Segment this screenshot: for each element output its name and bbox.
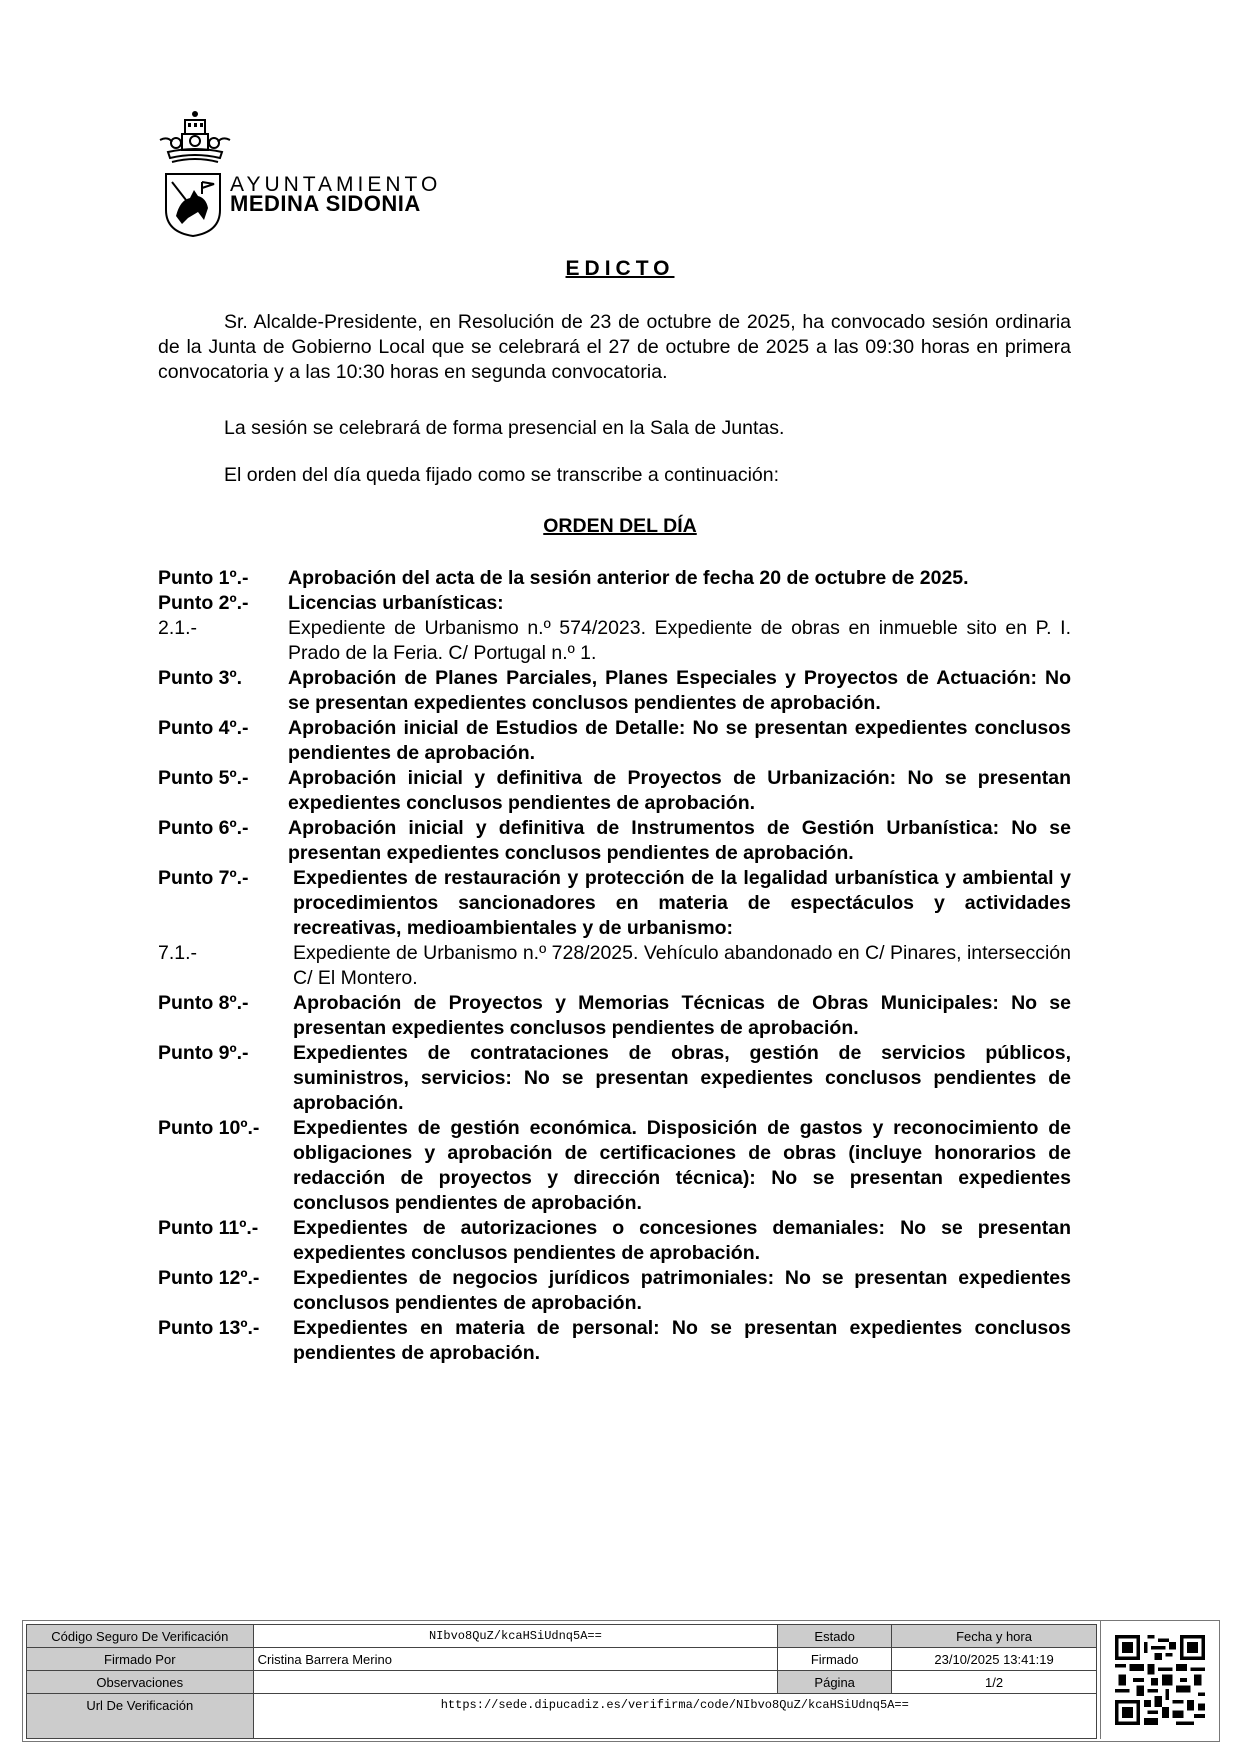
observaciones-label: Observaciones: [27, 1671, 254, 1694]
agenda-item: [158, 766, 1071, 816]
agenda-subitem: [158, 616, 1071, 666]
agenda-item-label: Punto 3º.: [158, 667, 243, 689]
agenda-item-label: Punto 10º.-: [158, 1117, 260, 1139]
agenda-item-text: Expedientes en materia de personal: No se presentan expedientes conclusos pendientes de aprobación.: [293, 1317, 1071, 1364]
agenda-item-text: Expedientes de autorizaciones o concesiones demaniales: No se presentan expedientes conclusos pendientes de aprobación.: [293, 1217, 1071, 1264]
agenda-item: [158, 816, 1071, 866]
agenda-item-text: Aprobación inicial y definitiva de Instrumentos de Gestión Urbanística: No se presentan expedientes conclusos pendientes de aprobación.: [288, 817, 1071, 864]
agenda-item-text: Aprobación de Proyectos y Memorias Técnicas de Obras Municipales: No se presentan expedientes conclusos pendientes de aprobación.: [293, 992, 1071, 1039]
intro-paragraph: Sr. Alcalde-Presidente, en Resolución de 23 de octubre de 2025, ha convocado sesión ordinaria de la Junta de Gobierno Local que se celebrará el 27 de octubre de 2025 a las 09:30 horas en primera convocatoria y a las 10:30 horas en segunda convocatoria.: [158, 311, 1071, 383]
agenda-item-text: Expediente de Urbanismo n.º 728/2025. Vehículo abandonado en C/ Pinares, intersección C/ El Montero.: [293, 942, 1071, 989]
url-label: Url De Verificación: [27, 1694, 254, 1739]
firmado-por-value: Cristina Barrera Merino: [253, 1648, 778, 1671]
agenda-item-label: Punto 6º.-: [158, 817, 249, 839]
pagina-value: 1/2: [892, 1671, 1097, 1694]
agenda-item-text: Expedientes de negocios jurídicos patrimoniales: No se presentan expedientes conclusos pendientes de aprobación.: [293, 1267, 1071, 1314]
qr-code-icon: [1115, 1635, 1205, 1725]
agenda-item: [158, 866, 1071, 941]
municipality-logo: [158, 108, 458, 238]
agenda-item-label: Punto 4º.-: [158, 717, 249, 739]
csv-label: Código Seguro De Verificación: [27, 1625, 254, 1648]
pagina-label: Página: [778, 1671, 892, 1694]
shield-icon: [164, 172, 222, 238]
agenda-item-label: Punto 12º.-: [158, 1267, 260, 1289]
document-title: EDICTO: [565, 257, 675, 280]
agenda-item-label: Punto 7º.-: [158, 867, 249, 889]
agenda-item: [158, 1266, 1071, 1316]
agenda-item-label: Punto 5º.-: [158, 767, 249, 789]
agenda-item-label: 7.1.-: [158, 942, 198, 964]
agenda-item-text: Expedientes de restauración y protección de la legalidad urbanística y ambiental y procedimientos sancionadores en materia de espectáculos y actividades recreativas, medioambientales y de urbanismo:: [293, 867, 1071, 939]
agenda-item: [158, 1041, 1071, 1116]
agenda-item-label: Punto 2º.-: [158, 592, 249, 614]
agenda-item-text: Expediente de Urbanismo n.º 574/2023. Expediente de obras en inmueble sito en P. I. Prado de la Feria. C/ Portugal n.º 1.: [288, 617, 1071, 664]
agenda-item-label: Punto 11º.-: [158, 1217, 259, 1239]
agenda-item-text: Licencias urbanísticas:: [288, 592, 504, 614]
agenda-item: [158, 716, 1071, 766]
agenda-subitem: [158, 941, 1071, 991]
fecha-label: Fecha y hora: [892, 1625, 1097, 1648]
agenda-item: [158, 566, 1071, 591]
agenda-item-label: 2.1.-: [158, 617, 198, 639]
agenda-item-text: Aprobación inicial de Estudios de Detalle: No se presentan expedientes conclusos pendientes de aprobación.: [288, 717, 1071, 764]
agenda-item-label: Punto 9º.-: [158, 1042, 249, 1064]
agenda-item: [158, 1216, 1071, 1266]
agenda-item: [158, 1116, 1071, 1216]
agenda-item-text: Expedientes de contrataciones de obras, gestión de servicios públicos, suministros, servicios: No se presentan expedientes conclusos pendientes de aprobación.: [293, 1042, 1071, 1114]
qr-code[interactable]: [1100, 1621, 1219, 1739]
agenda-item-label: Punto 13º.-: [158, 1317, 260, 1339]
session-place-paragraph: La sesión se celebrará de forma presencial en la Sala de Juntas.: [224, 417, 785, 439]
agenda-item-label: Punto 1º.-: [158, 567, 249, 589]
agenda-item-label: Punto 8º.-: [158, 992, 249, 1014]
agenda-item-text: Aprobación inicial y definitiva de Proyectos de Urbanización: No se presentan expedientes conclusos pendientes de aprobación.: [288, 767, 1071, 814]
estado-value: Firmado: [778, 1648, 892, 1671]
agenda-title: ORDEN DEL DÍA: [543, 515, 697, 537]
agenda-item: [158, 666, 1071, 716]
verification-table: [26, 1624, 1097, 1739]
agenda-item-text: Expedientes de gestión económica. Disposición de gastos y reconocimiento de obligaciones y aprobación de certificaciones de obras (incluye honorarios de redacción de proyectos y dirección técnica): No se presentan expedientes conclusos pendientes de aprobación.: [293, 1117, 1071, 1214]
csv-value: NIbvo8QuZ/kcaHSiUdnq5A==: [253, 1625, 778, 1648]
crown-icon: [158, 108, 232, 168]
org-name-line2: MEDINA SIDONIA: [230, 191, 421, 216]
firmado-por-label: Firmado Por: [27, 1648, 254, 1671]
observaciones-value: [253, 1671, 778, 1694]
agenda-item-text: Aprobación del acta de la sesión anterior de fecha 20 de octubre de 2025.: [288, 567, 969, 589]
agenda-item: [158, 1316, 1071, 1366]
agenda-item-text: Aprobación de Planes Parciales, Planes Especiales y Proyectos de Actuación: No se presentan expedientes conclusos pendientes de aprobación.: [288, 667, 1071, 714]
verification-url-link[interactable]: https://sede.dipucadiz.es/verifirma/code/NIbvo8QuZ/kcaHSiUdnq5A==: [253, 1694, 1096, 1739]
signature-verification-box: [22, 1620, 1220, 1742]
agenda-item: [158, 991, 1071, 1041]
estado-label: Estado: [778, 1625, 892, 1648]
org-name-line1: AYUNTAMIENTO: [230, 173, 442, 196]
agenda-intro-paragraph: El orden del día queda fijado como se transcribe a continuación:: [224, 464, 780, 486]
fecha-value: 23/10/2025 13:41:19: [892, 1648, 1097, 1671]
agenda-list: [158, 566, 1071, 1366]
agenda-item: [158, 591, 1071, 616]
